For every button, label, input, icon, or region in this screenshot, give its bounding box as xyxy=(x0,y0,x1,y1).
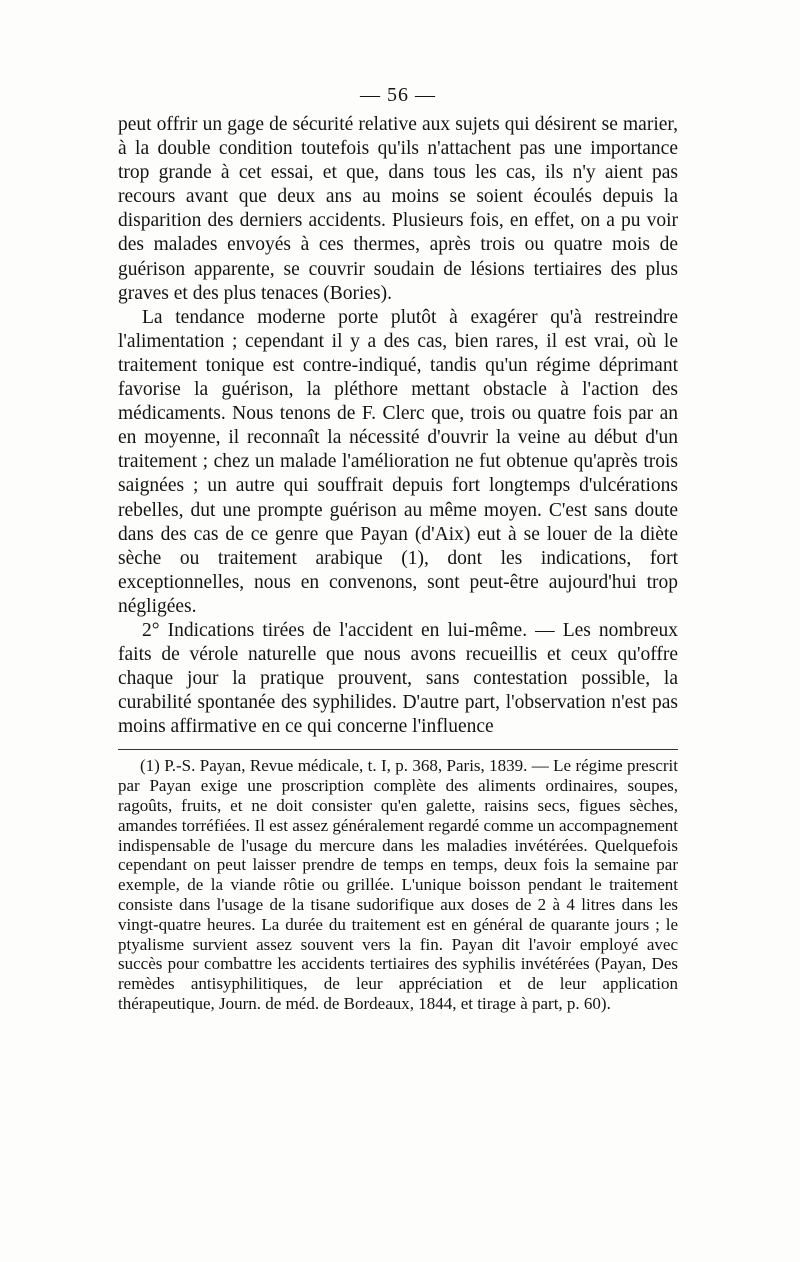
page-number: — 56 — xyxy=(360,84,436,106)
page xyxy=(118,84,678,1014)
footnote xyxy=(118,756,678,1013)
paragraph: peut offrir un gage de sécurité relative aux sujets qui désirent se marier, à la double condition toutefois qu'ils n'attachent pas une importance trop grande à cet essai, et que, dans tous les cas, ils n'y aient pas recours avant que deux ans au moins se soient écoulés depuis la disparition des derniers accidents. Plusieurs fois, en effet, on a pu voir des malades envoyés à ces thermes, après trois ou quatre mois de guérison apparente, se couvrir soudain de lésions tertiaires des plus graves et des plus tenaces (Bories). xyxy=(118,114,678,304)
body-text xyxy=(118,113,678,739)
paragraph: 2° Indications tirées de l'accident en lui-même. — Les nombreux faits de vérole naturelle que nous avons recueillis et ceux qu'offre chaque jour la pratique prouvent, sans contestation possible, la curabilité spontanée des syphilides. D'autre part, l'observation n'est pas moins affirmative en ce qui concerne l'influence xyxy=(118,619,678,738)
footnote-text: (1) P.-S. Payan, Revue médicale, t. I, p. 368, Paris, 1839. — Le régime prescrit par Payan exige une proscription complète des aliments ordinaires, soupes, ragoûts, fruits, et ne doit consister qu'en galette, raisins secs, figues sèches, amandes torréfiées. Il est assez généralement regardé comme un accompagnement indispensable de l'usage du mercure dans les maladies invétérées. Quelquefois cependant on peut laisser prendre de temps en temps, deux fois la semaine par exemple, de la viande rôtie ou grillée. L'unique boisson pendant le traitement consiste dans l'usage de la tisane sudorifique aux doses de 2 à 4 litres dans les vingt-quatre heures. La durée du traitement est en général de quarante jours ; le ptyalisme survient assez souvent vers la fin. Payan dit l'avoir employé avec succès pour combattre les accidents tertiaires des syphilis invétérées (Payan, Des remèdes antisyphilitiques, de leur appréciation et de leur application thérapeutique, Journ. de méd. de Bordeaux, 1844, et tirage à part, p. 60). xyxy=(118,756,678,1013)
paragraph: La tendance moderne porte plutôt à exagérer qu'à restreindre l'alimentation ; cependant il y a des cas, bien rares, il est vrai, où le traitement tonique est contre-indiqué, tandis qu'un régime déprimant favorise la guérison, la pléthore mettant obstacle à l'action des médicaments. Nous tenons de F. Clerc que, trois ou quatre fois par an en moyenne, il reconnaît la nécessité d'ouvrir la veine au début d'un traitement ; chez un malade l'amélioration ne fut obtenue qu'après trois saignées ; un autre qui souffrait depuis fort longtemps d'ulcérations rebelles, dut une prompte guérison au même moyen. C'est sans doute dans des cas de ce genre que Payan (d'Aix) eut à se louer de la diète sèche ou traitement arabique (1), dont les indications, fort exceptionnelles, nous en convenons, sont peut-être aujourd'hui trop négligées. xyxy=(118,306,678,617)
footnote-rule xyxy=(118,749,678,750)
